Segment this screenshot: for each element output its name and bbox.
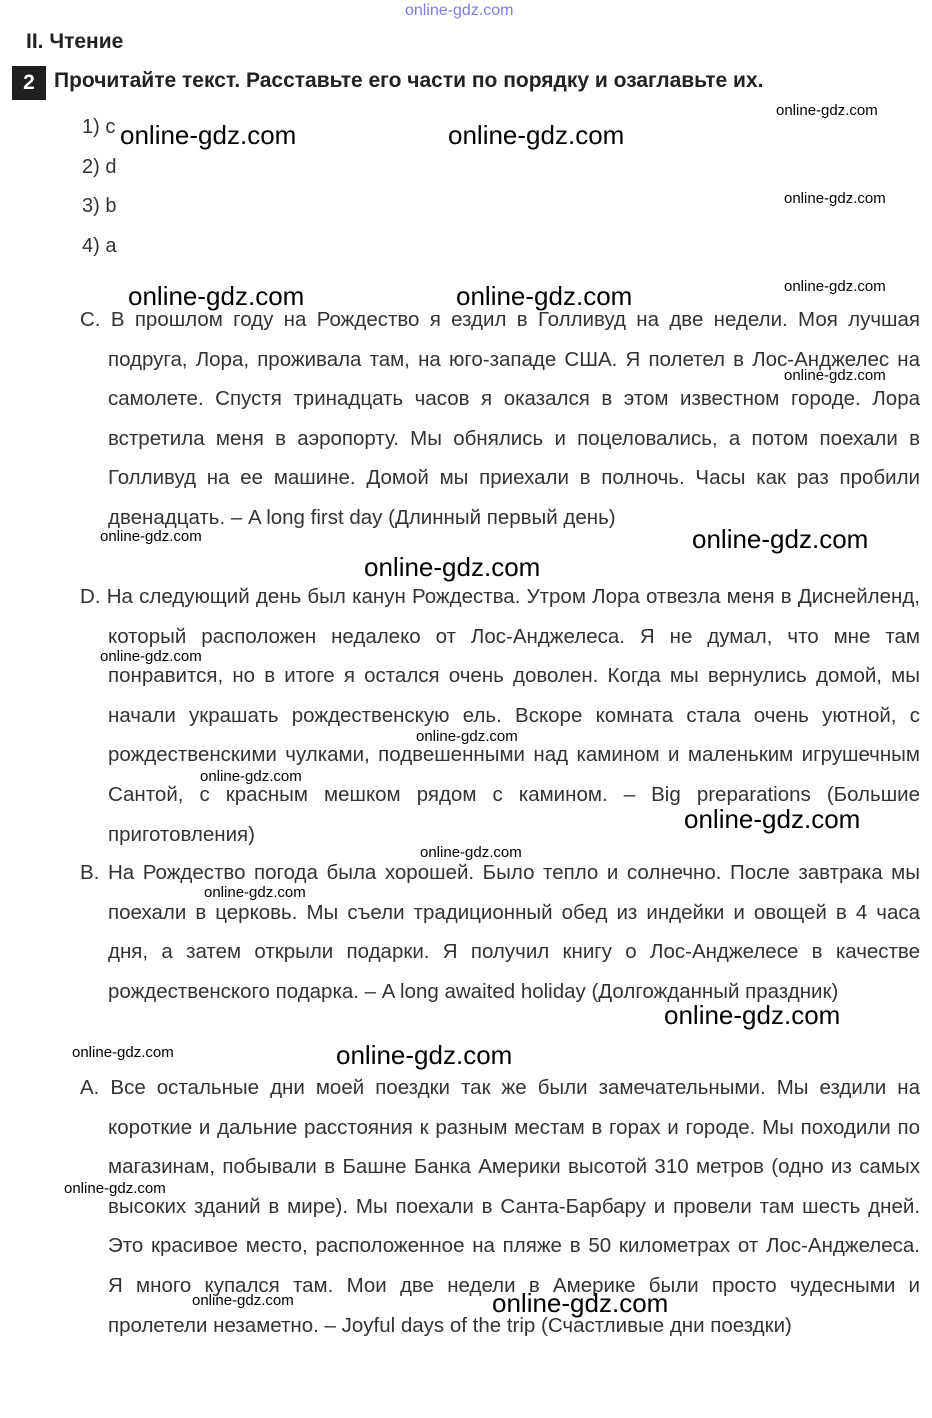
watermark: online-gdz.com	[420, 844, 522, 861]
watermark: online-gdz.com	[64, 1180, 166, 1197]
answer-item: 3) b	[82, 195, 117, 217]
paragraph-text: На следующий день был канун Рождества. Утром Лора отвезла меня в Диснейленд, который расположен недалеко от Лос-Анджелеса. Я не думал, что мне там понравится, но в итоге я остался очень доволен. Когда мы вернулись домой, мы начали украшать рождественскую ель. Вскоре комната стала очень уютной, с рождественскими чулками, подвешенными над камином и маленьким игрушечным Сантой, с красным мешком рядом с камином. – Big preparations (Большие приготовления)	[106, 585, 920, 846]
watermark: online-gdz.com	[692, 524, 869, 554]
watermark: online-gdz.com	[204, 884, 306, 901]
paragraph-text: На Рождество погода была хорошей. Было тепло и солнечно. После завтрака мы поехали в церковь. Мы съели традиционный обед из индейки и овощей в 4 часа дня, а затем открыли подарки. Я получил книгу о Лос-Анджелесе в качестве рождественского подарка. – A long awaited holiday (Долгожданный праздник)	[107, 861, 921, 1003]
paragraph-b	[80, 853, 920, 1011]
answer-item: 1) c	[82, 116, 116, 138]
paragraph-letter: C.	[80, 308, 101, 331]
watermark: online-gdz.com	[448, 120, 625, 150]
task-header	[12, 66, 922, 100]
watermark: online-gdz.com	[416, 728, 518, 745]
watermark: online-gdz.com	[776, 102, 878, 119]
watermark: online-gdz.com	[405, 2, 514, 19]
paragraph-letter: D.	[80, 585, 101, 608]
task-instruction: Прочитайте текст. Расставьте его части по порядку и озаглавьте их.	[54, 69, 764, 92]
section-title: II. Чтение	[26, 30, 124, 53]
watermark: online-gdz.com	[336, 1040, 513, 1070]
paragraph-c	[80, 300, 920, 538]
watermark: online-gdz.com	[784, 190, 886, 207]
watermark: online-gdz.com	[200, 768, 302, 785]
watermark: online-gdz.com	[100, 528, 202, 545]
watermark: online-gdz.com	[492, 1288, 669, 1318]
watermark: online-gdz.com	[684, 804, 861, 834]
watermark: online-gdz.com	[120, 120, 297, 150]
watermark: online-gdz.com	[72, 1044, 174, 1061]
paragraph-text: В прошлом году на Рождество я ездил в Голливуд на две недели. Моя лучшая подруга, Лора, проживала там, на юго-западе США. Я полетел в Лос-Анджелес на самолете. Спустя тринадцать часов я оказался в этом известном городе. Лора встретила меня в аэропорту. Мы обнялись и поцеловались, а потом поехали в Голливуд на ее машине. Домой мы приехали в полночь. Часы как раз пробили двенадцать. – A long first day (Длинный первый день)	[108, 308, 920, 529]
watermark: online-gdz.com	[364, 552, 541, 582]
watermark: online-gdz.com	[128, 281, 305, 311]
answer-item: 2) d	[82, 155, 117, 178]
answer-item: 4) a	[82, 234, 117, 257]
paragraph-letter: A.	[80, 1076, 100, 1099]
paragraph-text: Все остальные дни моей поездки так же были замечательными. Мы ездили на короткие и дальние расстояния к разным местам в горах и городе. Мы походили по магазинам, побывали в Башне Банка Америки высотой 310 метров (одно из самых высоких зданий в мире). Мы поехали в Санта-Барбару и провели там шесть дней. Это красивое место, расположенное на пляже в 50 километрах от Лос-Анджелеса. Я много купался там. Мои две недели в Америке были просто чудесными и пролетели незаметно. – Joyful days of the trip (Счастливые дни поездки)	[108, 1076, 920, 1337]
watermark: online-gdz.com	[192, 1292, 294, 1309]
paragraph-letter: B.	[80, 861, 100, 884]
watermark: online-gdz.com	[784, 367, 886, 384]
watermark: online-gdz.com	[100, 648, 202, 665]
watermark: online-gdz.com	[456, 281, 633, 311]
task-number-badge: 2	[12, 66, 46, 100]
answer-list	[82, 108, 116, 266]
watermark: online-gdz.com	[664, 1000, 841, 1030]
watermark: online-gdz.com	[784, 278, 886, 295]
